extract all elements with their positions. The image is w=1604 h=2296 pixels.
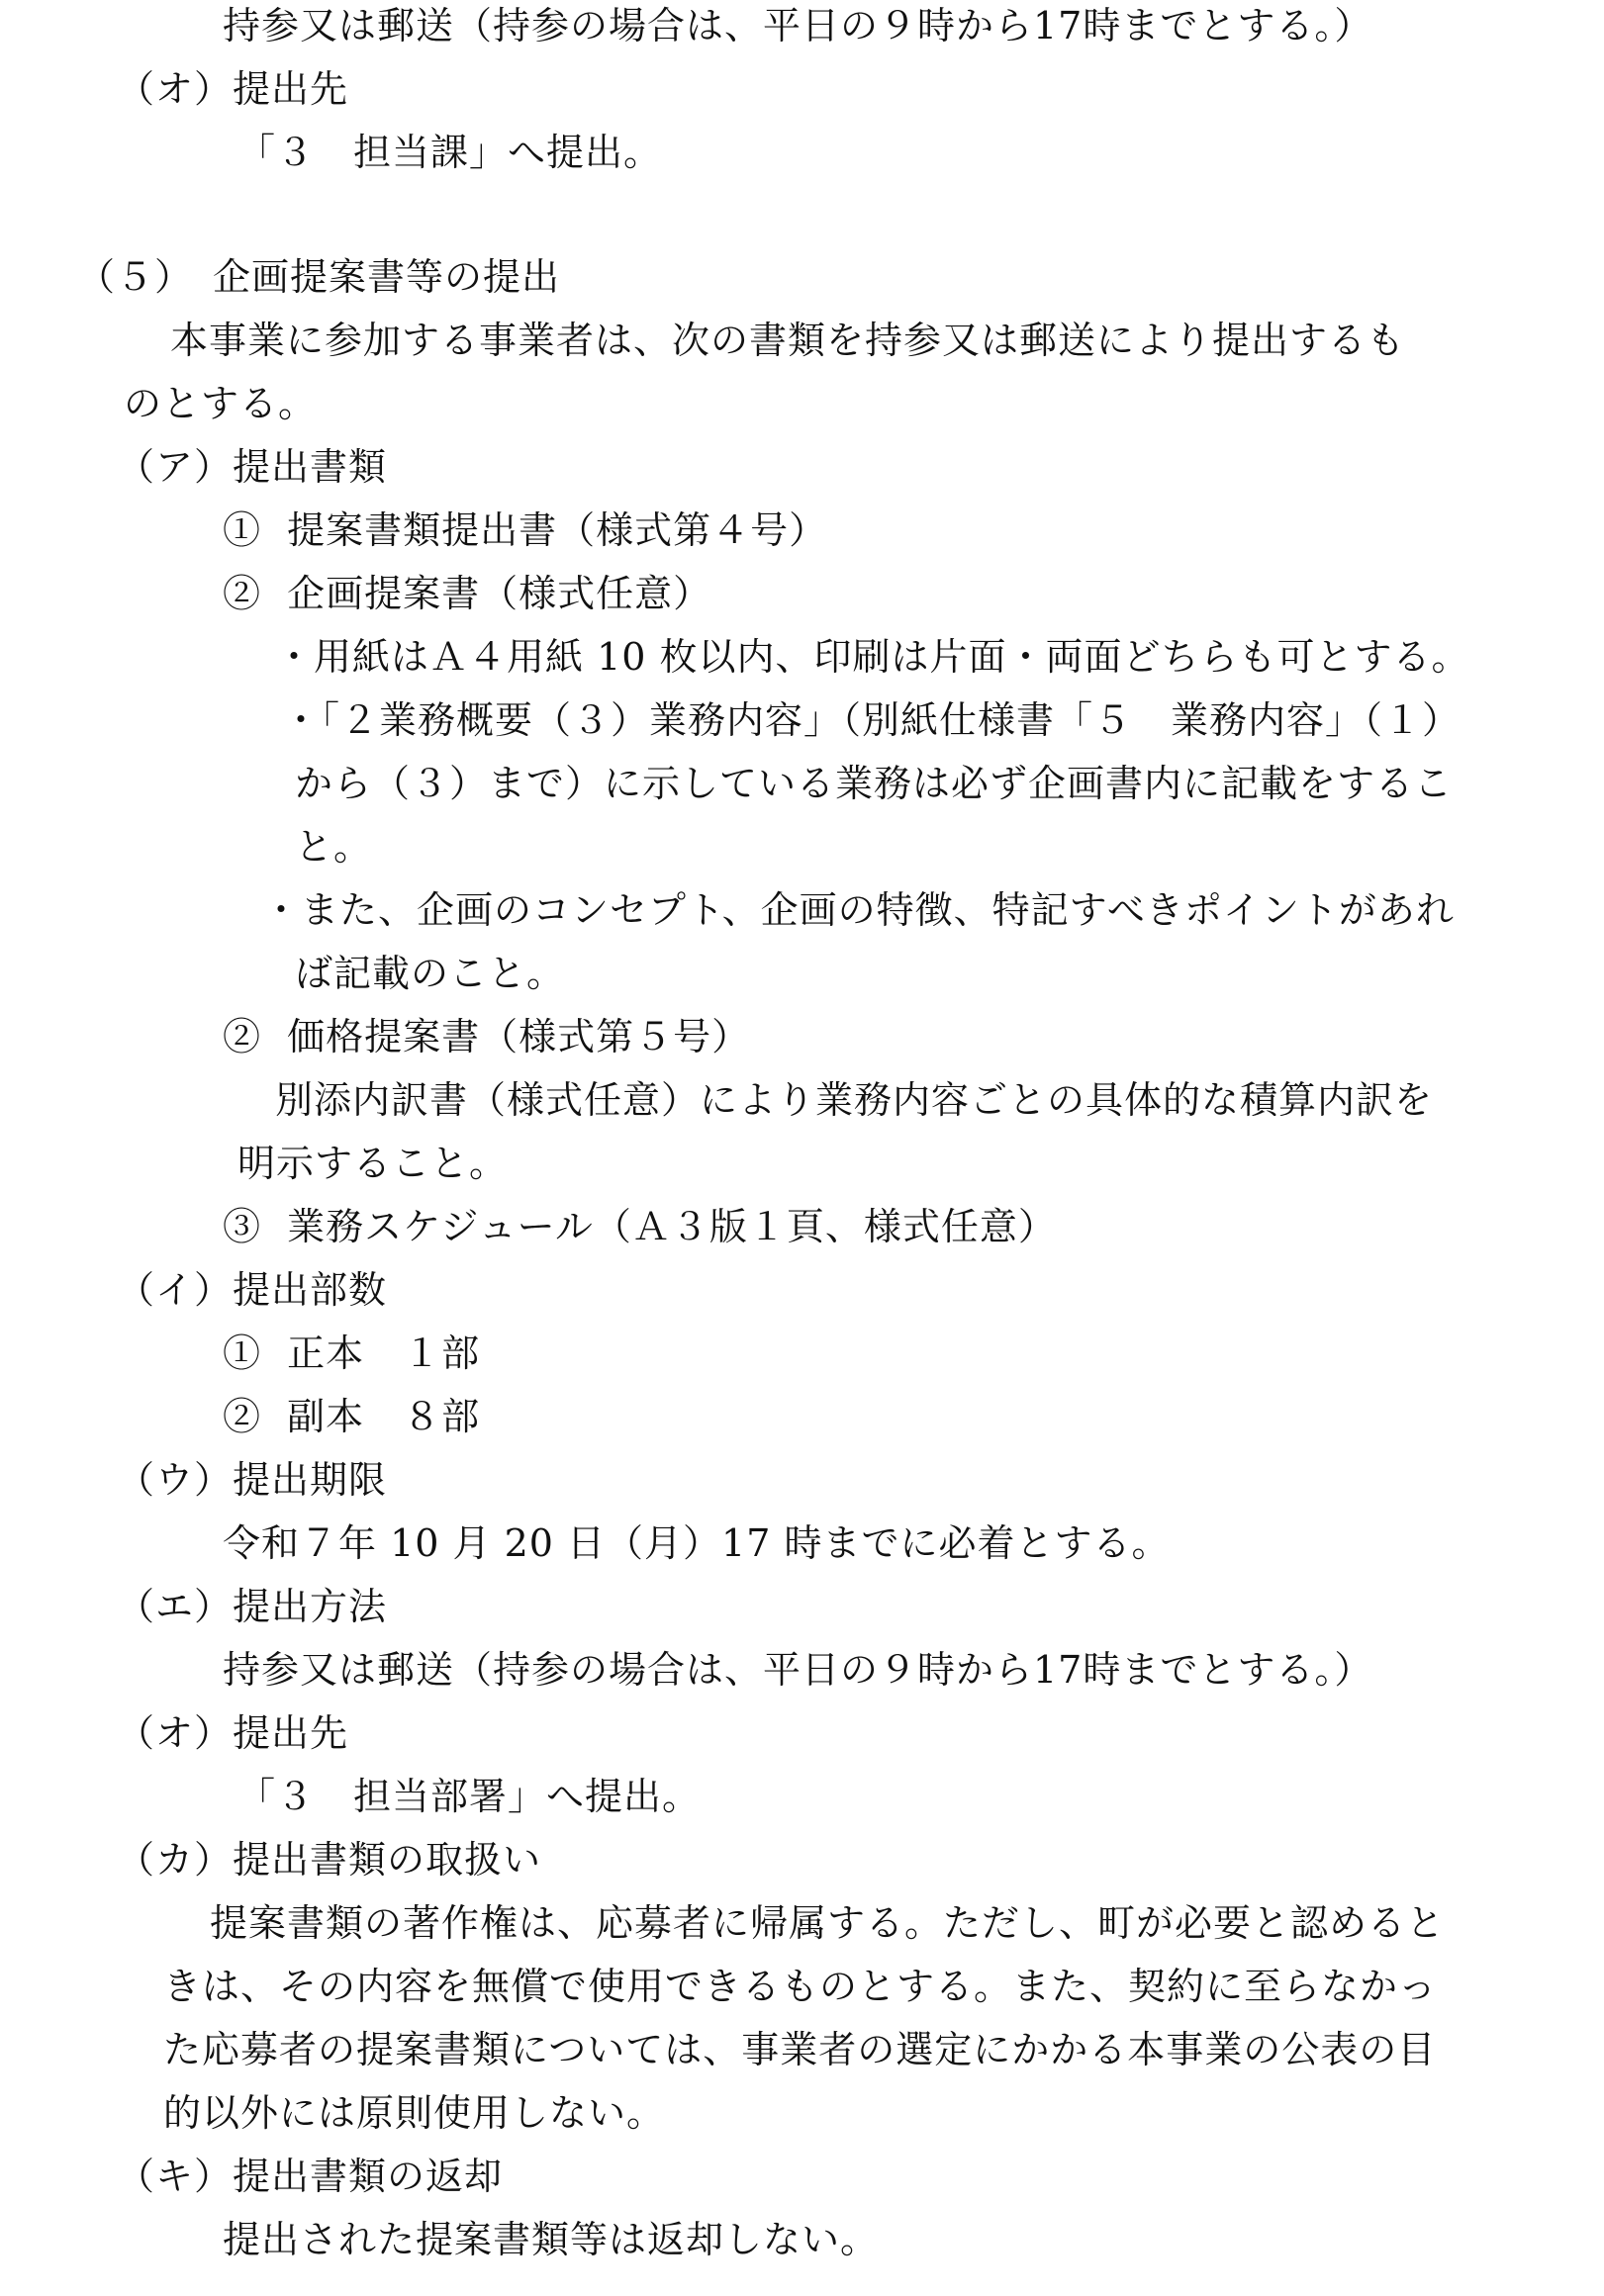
submit-to-text-2: 「３ 担当部署」へ提出。: [237, 1775, 702, 1818]
doc-item-2: ② 企画提案書（様式任意）: [223, 572, 712, 615]
heading-deadline: （ウ）提出期限: [117, 1458, 388, 1502]
submission-method-text-1: 持参又は郵送（持参の場合は、平日の９時から17時までとする。）: [223, 4, 1373, 47]
bullet-concept-line-2: ば記載のこと。: [295, 952, 566, 995]
heading-method: （エ）提出方法: [117, 1585, 388, 1628]
deadline-text: 令和７年 10 月 20 日（月）17 時までに必着とする。: [223, 1521, 1171, 1565]
heading-submit-to-1: （オ）提出先: [117, 67, 349, 111]
heading-return: （キ）提出書類の返却: [117, 2155, 504, 2198]
copies-duplicate: ② 副本 ８部: [223, 1395, 481, 1438]
handling-line-3: た応募者の提案書類については、事業者の選定にかかる本事業の公表の目: [163, 2028, 1437, 2071]
doc-item-price: ② 価格提案書（様式第５号）: [223, 1015, 751, 1058]
heading-documents: （ア）提出書類: [117, 445, 388, 489]
intro-paragraph-line-2: のとする。: [124, 382, 318, 425]
handling-line-1: 提案書類の著作権は、応募者に帰属する。ただし、町が必要と認めると: [210, 1901, 1446, 1945]
bullet-concept-line-1: ・また、企画のコンセプト、企画の特徴、特記すべきポイントがあれ: [262, 888, 1455, 932]
section-heading-5: （５） 企画提案書等の提出: [77, 255, 561, 299]
bullet-business-line-1: ・「２業務概要（３）業務内容」（別紙仕様書「５ 業務内容」（１）: [282, 698, 1462, 742]
heading-handling: （カ）提出書類の取扱い: [117, 1838, 542, 1882]
bullet-business-line-3: と。: [295, 825, 373, 869]
bullet-business-line-2: から（３）まで）に示している業務は必ず企画書内に記載をするこ: [295, 762, 1454, 805]
heading-copies: （イ）提出部数: [117, 1268, 388, 1312]
doc-item-1: ① 提案書類提出書（様式第４号）: [223, 508, 828, 552]
submit-to-text-1: 「３ 担当課」へ提出。: [237, 131, 663, 174]
doc-item-schedule: ③ 業務スケジュール（Ａ３版１頁、様式任意）: [223, 1205, 1057, 1248]
copies-original: ① 正本 １部: [223, 1332, 481, 1375]
price-detail-line-2: 明示すること。: [237, 1142, 509, 1185]
submission-method-text-2: 持参又は郵送（持参の場合は、平日の９時から17時までとする。）: [223, 1648, 1373, 1692]
bullet-paper-size: ・用紙はＡ４用紙 10 枚以内、印刷は片面・両面どちらも可とする。: [275, 635, 1470, 679]
handling-line-4: 的以外には原則使用しない。: [163, 2091, 666, 2135]
heading-submit-to-2: （オ）提出先: [117, 1711, 349, 1755]
price-detail-line-1: 別添内訳書（様式任意）により業務内容ごとの具体的な積算内訳を: [275, 1078, 1434, 1122]
return-text: 提出された提案書類等は返却しない。: [223, 2218, 880, 2261]
intro-paragraph-line-1: 本事業に参加する事業者は、次の書類を持参又は郵送により提出するも: [170, 319, 1406, 362]
handling-line-2: きは、その内容を無償で使用できるものとする。また、契約に至らなかっ: [163, 1965, 1438, 2008]
